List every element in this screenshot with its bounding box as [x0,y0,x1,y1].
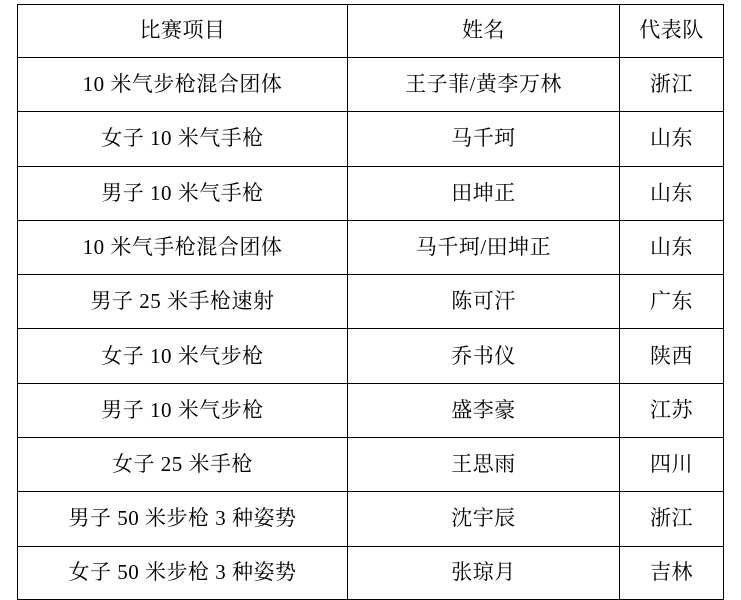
table-body [18,58,724,600]
table-row [18,438,724,492]
column-header-name: 姓名 [348,5,620,58]
cell-team: 浙江 [620,492,724,546]
table-row [18,275,724,329]
table-row [18,383,724,437]
table-row [18,492,724,546]
cell-team: 江苏 [620,383,724,437]
cell-event: 女子 10 米气步枪 [18,329,348,383]
cell-name: 陈可汗 [348,275,620,329]
table-row [18,220,724,274]
cell-event: 女子 25 米手枪 [18,438,348,492]
column-header-event: 比赛项目 [18,5,348,58]
cell-name: 乔书仪 [348,329,620,383]
table-row [18,112,724,166]
column-header-team: 代表队 [620,5,724,58]
cell-name: 王子菲/黄李万林 [348,58,620,112]
cell-name: 马千珂/田坤正 [348,220,620,274]
cell-event: 女子 10 米气手枪 [18,112,348,166]
cell-team: 四川 [620,438,724,492]
table-header [18,5,724,58]
cell-team: 山东 [620,166,724,220]
cell-team: 浙江 [620,58,724,112]
cell-event: 10 米气步枪混合团体 [18,58,348,112]
cell-name: 马千珂 [348,112,620,166]
cell-event: 男子 10 米气手枪 [18,166,348,220]
cell-event: 女子 50 米步枪 3 种姿势 [18,546,348,599]
cell-name: 盛李豪 [348,383,620,437]
table-header-row [18,5,724,58]
results-table [17,4,724,600]
cell-team: 吉林 [620,546,724,599]
table-row [18,166,724,220]
cell-name: 田坤正 [348,166,620,220]
table-row [18,546,724,599]
cell-name: 王思雨 [348,438,620,492]
cell-team: 山东 [620,220,724,274]
cell-team: 山东 [620,112,724,166]
cell-event: 男子 10 米气步枪 [18,383,348,437]
cell-name: 沈宇辰 [348,492,620,546]
cell-name: 张琼月 [348,546,620,599]
cell-team: 陕西 [620,329,724,383]
table-row [18,329,724,383]
cell-event: 男子 25 米手枪速射 [18,275,348,329]
cell-event: 男子 50 米步枪 3 种姿势 [18,492,348,546]
cell-event: 10 米气手枪混合团体 [18,220,348,274]
cell-team: 广东 [620,275,724,329]
table-row [18,58,724,112]
